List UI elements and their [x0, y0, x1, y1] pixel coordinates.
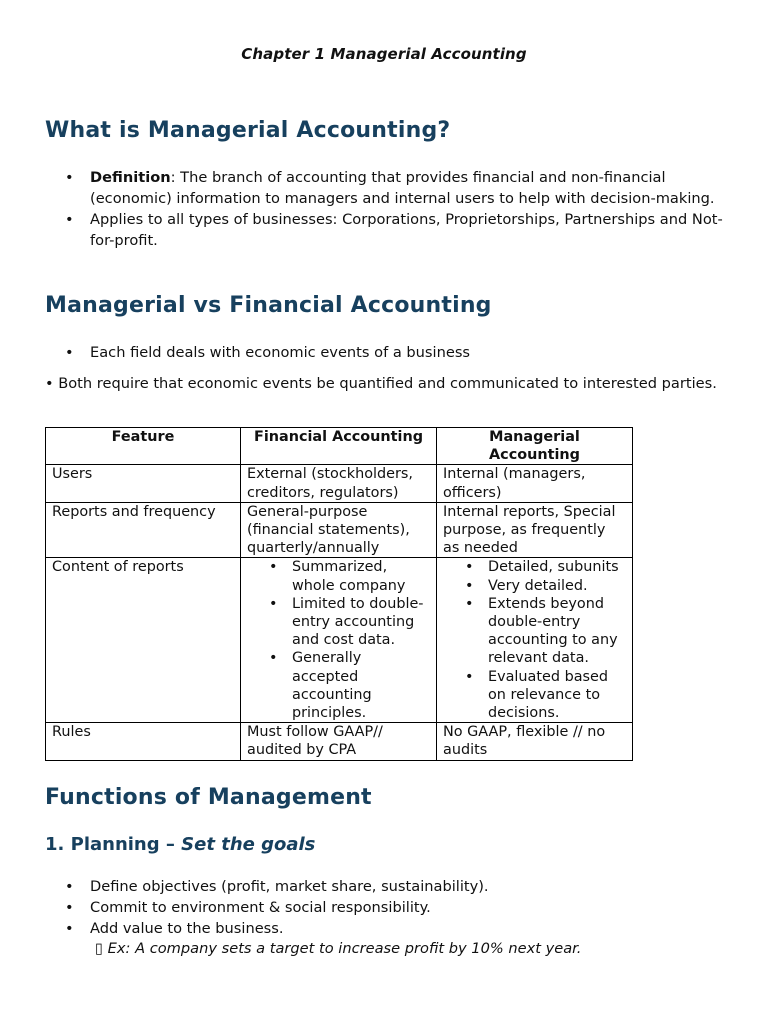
list-item-text: Add value to the business.: [90, 920, 284, 937]
planning-list: [45, 876, 725, 939]
list-item-text: Generally accepted accounting principles.: [292, 650, 372, 722]
table-cell: No GAAP, flexible // no audits: [437, 723, 633, 760]
list-item-text: Extends beyond double-entry accounting to any relevant data.: [488, 595, 618, 667]
list-item: [45, 897, 725, 918]
list-item-text: Commit to environment & social responsibility.: [90, 899, 431, 916]
chapter-header: Chapter 1 Managerial Accounting: [241, 45, 527, 63]
financial-content-list: [247, 558, 430, 722]
list-item-text: Very detailed.: [488, 577, 588, 594]
definition-text: : The branch of accounting that provides financial and non-financial (economic) information to managers and internal users to help with decision-making.: [90, 169, 715, 207]
table-row: [46, 723, 633, 760]
column-header-financial: Financial Accounting: [241, 428, 437, 465]
bullet-icon: •: [465, 577, 474, 594]
bullet-icon: •: [465, 668, 474, 685]
section-heading-what-is: What is Managerial Accounting?: [45, 118, 451, 143]
table-row: [46, 502, 633, 558]
both-require-paragraph: • Both require that economic events be quantified and communicated to interested parties.: [45, 375, 717, 392]
bullet-icon: •: [65, 878, 74, 895]
list-item: [45, 342, 725, 363]
planning-example: [95, 940, 581, 957]
table-row: [46, 558, 633, 723]
list-item: [45, 876, 725, 897]
bullet-icon: •: [65, 920, 74, 937]
managerial-content-list: [443, 558, 626, 722]
list-item: [247, 595, 430, 650]
table-cell: Content of reports: [46, 558, 241, 723]
subsection-italic: Set the goals: [181, 834, 316, 855]
table-header-row: [46, 428, 633, 465]
bullet-icon: •: [269, 595, 278, 612]
bullet-icon: •: [465, 559, 474, 576]
column-header-managerial: Managerial Accounting: [437, 428, 633, 465]
bullet-icon: •: [65, 211, 74, 228]
list-item: [247, 558, 430, 594]
list-item: [443, 668, 626, 723]
bullet-icon: •: [65, 344, 74, 361]
definition-list: [45, 167, 725, 251]
table-cell: Rules: [46, 723, 241, 760]
table-cell: General-purpose (financial statements), quarterly/annually: [241, 502, 437, 558]
subsection-prefix: 1. Planning –: [45, 834, 182, 855]
list-item: [443, 595, 626, 668]
list-item: [45, 167, 725, 209]
bullet-icon: •: [269, 559, 278, 576]
bullet-icon: •: [65, 169, 74, 186]
list-item-text: Each field deals with economic events of a business: [90, 344, 471, 361]
table-cell: Users: [46, 465, 241, 502]
missing-glyph-icon: ▯: [95, 940, 104, 957]
table-cell: Internal (managers, officers): [437, 465, 633, 502]
section-heading-managerial-vs-financial: Managerial vs Financial Accounting: [45, 293, 492, 318]
list-item-text: Summarized, whole company: [292, 559, 406, 594]
list-item: [45, 918, 725, 939]
bullet-icon: •: [65, 899, 74, 916]
example-text: Ex: A company sets a target to increase profit by 10% next year.: [107, 940, 582, 957]
list-item-text: Define objectives (profit, market share, sustainability).: [90, 878, 489, 895]
table-cell: Internal reports, Special purpose, as frequently as needed: [437, 502, 633, 558]
list-item: [443, 577, 626, 595]
list-item: [247, 649, 430, 722]
list-item-text: Limited to double-entry accounting and cost data.: [292, 595, 424, 649]
comparison-table: [45, 427, 633, 761]
bullet-icon: •: [269, 650, 278, 667]
list-item-text: Detailed, subunits: [488, 559, 619, 576]
definition-term: Definition: [90, 169, 171, 186]
list-item: [45, 209, 725, 251]
table-cell: Reports and frequency: [46, 502, 241, 558]
table-cell: External (stockholders, creditors, regulators): [241, 465, 437, 502]
bullet-icon: •: [465, 595, 474, 612]
column-header-feature: Feature: [46, 428, 241, 465]
subsection-heading-planning: [45, 834, 315, 855]
table-cell: Must follow GAAP// audited by CPA: [241, 723, 437, 760]
table-row: [46, 465, 633, 502]
list-item: [443, 558, 626, 576]
section-heading-functions: Functions of Management: [45, 785, 372, 810]
table-cell: [241, 558, 437, 723]
list-item-text: Evaluated based on relevance to decisions.: [488, 668, 609, 722]
list-item-text: Applies to all types of businesses: Corporations, Proprietorships, Partnerships and Not-for-profit.: [90, 211, 723, 249]
fields-list: [45, 342, 725, 363]
table-cell: [437, 558, 633, 723]
